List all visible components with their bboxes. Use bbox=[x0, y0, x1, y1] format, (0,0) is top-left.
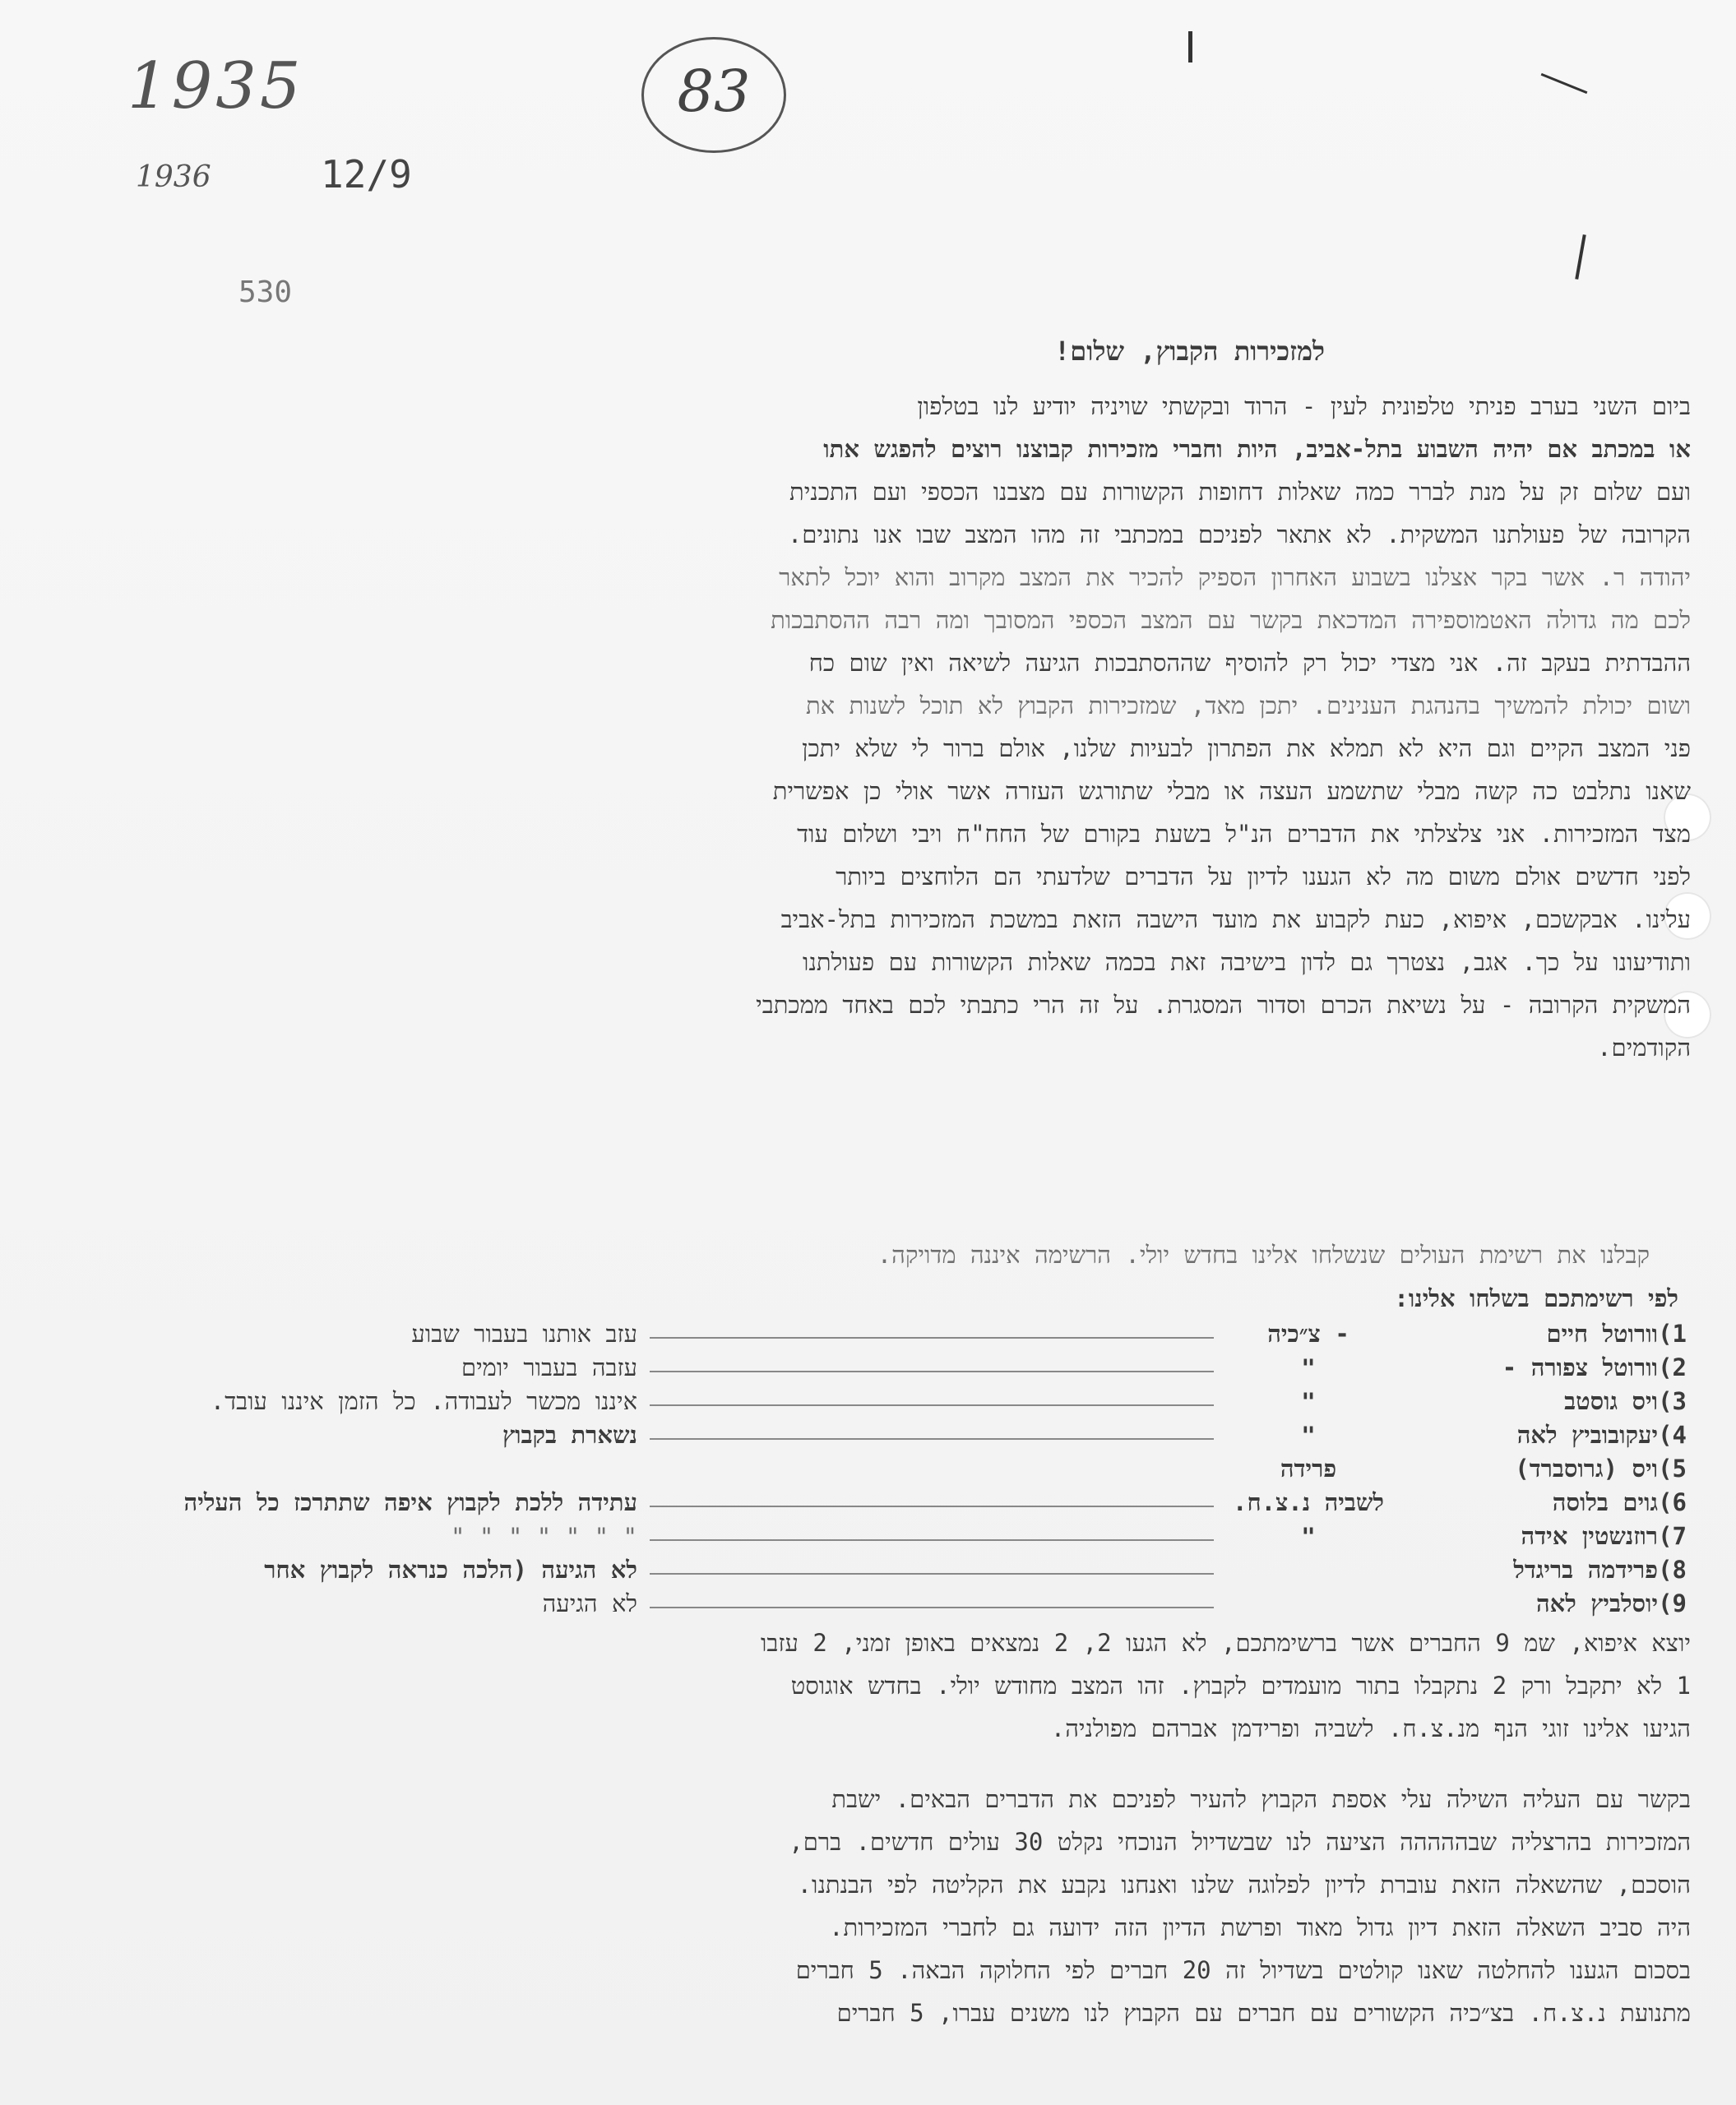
handwritten-year-small: 1936 bbox=[136, 160, 211, 194]
text-line: הוסכם, שהשאלה הזאת עוברת לדיון לפלוגה שלנו ואנחנו נקבע את הקליטה לפי הבנתנו. bbox=[797, 1871, 1691, 1899]
text-line: הגיעו אלינו זוגי הנף מנ.צ.ח. לשביה ופרידמן אברהם מפולניה. bbox=[1050, 1714, 1691, 1742]
pencil-mark bbox=[1575, 234, 1586, 280]
text-line: ושום יכולת להמשיך בהנהגת הענינים. יתכן מאד, שמזכירות הקבוץ לא תוכל לשנות את bbox=[805, 692, 1691, 719]
text-line: יוצא איפוא, שמ 9 החברים אשר ברשימתכם, לא הגעו 2, 2 נמצאים באופן זמני, 2 עזבו bbox=[760, 1629, 1691, 1657]
list-note: " " " " " " " bbox=[451, 1523, 637, 1551]
text-line: המשקית הקרובה - על נשיאת הכרם וסדור המסגרת. על זה הרי כתבתי לכם באחד ממכתבי bbox=[756, 991, 1691, 1019]
list-rows bbox=[45, 1320, 1687, 1618]
leader-line bbox=[650, 1370, 1214, 1372]
leader-line bbox=[650, 1505, 1214, 1507]
leader-line bbox=[650, 1572, 1214, 1575]
letter-paragraph-3 bbox=[49, 1622, 1691, 1750]
list-name: 2)וורוטל צפורה - bbox=[1502, 1353, 1687, 1381]
pencil-mark bbox=[1541, 73, 1588, 94]
text-line: קבלנו את רשימת העולים שנשלחו אלינו בחדש יולי. הרשימה איננה מדויקה. bbox=[877, 1241, 1650, 1269]
list-name: 1)וורוטל חיים bbox=[1546, 1320, 1687, 1348]
circled-number-text: 83 bbox=[677, 58, 751, 125]
leader-line bbox=[650, 1538, 1214, 1541]
list-origin: " bbox=[1301, 1523, 1316, 1551]
text-line: עלינו. אבקשכם, איפוא, כעת לקבוע את מועד הישבה הזאת במשכת המזכירות בתל-אביב bbox=[780, 905, 1691, 933]
text-line: לכם מה גדולה האטמוספירה המדכאת בקשר עם המצב הכספי המסובך ומה רבה ההסתבכות bbox=[771, 606, 1691, 634]
list-note: עזבה בעבור יומים bbox=[461, 1353, 637, 1381]
list-name: 8)פרידמה בריגדל bbox=[1513, 1556, 1687, 1584]
list-name: 7)רוזנשטין אידה bbox=[1521, 1522, 1687, 1550]
list-note: עזב אותנו בעבור שבוע bbox=[411, 1320, 637, 1348]
list-name: 3)ויס גוסטב bbox=[1564, 1387, 1687, 1415]
letter-paragraph-2 bbox=[49, 1233, 1650, 1276]
list-name: 5)ויס (גרוסברד) bbox=[1515, 1455, 1687, 1483]
text-line: הקרובה של פעולתנו המשקית. לא אתאר לפניכם במכתבי זה מהו המצב שבו אנו נתונים. bbox=[787, 520, 1691, 548]
list-origin: - צ״כיה bbox=[1267, 1320, 1349, 1348]
list-origin: " bbox=[1301, 1354, 1316, 1382]
list-note: איננו מכשר לעבודה. כל הזמן איננו עובד. bbox=[210, 1387, 637, 1415]
leader-line bbox=[650, 1437, 1214, 1440]
list-name: 6)גוים בלוסה bbox=[1552, 1488, 1687, 1516]
text-line: לפני חדשים אולם משום מה לא הגענו לדיון על הדברים שלדעתי הם הלוחצים ביותר bbox=[836, 863, 1691, 891]
circled-page-number bbox=[641, 37, 786, 153]
leader-line bbox=[650, 1606, 1214, 1608]
text-line: המזכירות בהרצליה שבההההה הציעה לנו שבשדיול הנוכחי נקלט 30 עולים חדשים. ברם, bbox=[789, 1828, 1691, 1856]
letter-greeting: למזכירות הקבוץ, שלום! bbox=[1054, 335, 1325, 367]
text-line: בסכום הגענו להחלטה שאנו קולטים בשדיול זה 20 חברים לפי החלוקה הבאה. 5 חברים bbox=[795, 1956, 1691, 1984]
list-origin: פרידה bbox=[1280, 1455, 1337, 1483]
list-origin: " bbox=[1301, 1388, 1316, 1416]
text-line: ההבדתית בעקב זה. אני מצדי יכול רק להוסיף שההסתבכות הגיעה לשיאה ואין שום כח bbox=[808, 649, 1691, 677]
immigrant-list bbox=[45, 1284, 1687, 1618]
text-line: יהודה ר. אשר בקר אצלנו בשבוע האחרון הספיק להכיר את המצב מקרוב והוא יוכל לתאר bbox=[779, 563, 1691, 591]
text-line: הקודמים. bbox=[1597, 1034, 1691, 1062]
letter-paragraph-4 bbox=[49, 1778, 1691, 2034]
text-line: פני המצב הקיים וגם היא לא תמלא את הפתרון לבעיות שלנו, אולם ברור לי שלא יתכן bbox=[802, 734, 1691, 762]
handwritten-year: 1935 bbox=[127, 49, 304, 123]
document-number: 530 bbox=[238, 275, 293, 309]
list-origin: לשביה נ.צ.ח. bbox=[1233, 1488, 1384, 1516]
letter-paragraph-1 bbox=[49, 385, 1691, 1069]
text-line: מצד המזכירות. אני צלצלתי את הדברים הנ"ל בשעת בקורם של החח"ח ויבי ושלום עוד bbox=[797, 820, 1691, 848]
list-origin: " bbox=[1301, 1422, 1316, 1450]
text-line: ועם שלום זק על מנת לברר כמה שאלות דחופות הקשורות עם מצבנו הכספי ועם התכנית bbox=[789, 478, 1691, 506]
document-date: 12/9 bbox=[321, 152, 412, 197]
list-name: 4)יעקובוביץ לאה bbox=[1516, 1421, 1687, 1449]
text-line: היה סביב השאלה הזאת דיון גדול מאוד ופרשת הדיון הזה ידועה גם לחברי המזכירות. bbox=[829, 1913, 1691, 1941]
list-note: עתידה ללכת לקבוץ איפה שתתרכז כל העליה bbox=[183, 1488, 637, 1516]
text-line: או במכתב אם יהיה השבוע בתל-אביב, היות וחברי מזכירות קבוצנו רוצים להפגש אתו bbox=[823, 435, 1691, 463]
leader-line bbox=[650, 1404, 1214, 1406]
list-name: 9)יוסלביץ לאה bbox=[1535, 1589, 1687, 1617]
text-line: מתנועת נ.צ.ח. בצ״כיה הקשורים עם חברים עם הקבוץ לנו משנים עברו, 5 חברים bbox=[836, 1999, 1691, 2027]
list-note: לא הגיעה (הלכה כנראה לקבוץ אחר bbox=[264, 1556, 637, 1584]
text-line: שאנו נתלבט כה קשה מבלי שתשמע העצה או מבלי שתורגש העזרה אשר אולי כן אפשרית bbox=[772, 777, 1691, 805]
leader-line bbox=[650, 1336, 1214, 1339]
pencil-mark bbox=[1188, 31, 1192, 62]
text-line: ותודיעונו על כך. אגב, נצטרך גם לדון בישיבה זאת בכמה שאלות הקשורות עם פעולתנו bbox=[803, 948, 1691, 976]
list-header: לפי רשימתכם בשלחו אלינו: bbox=[1394, 1284, 1678, 1312]
text-line: 1 לא יתקבל ורק 2 נתקבלו בתור מועמדים לקבוץ. זהו המצב מחודש יולי. בחדש אוגוסט bbox=[790, 1672, 1691, 1700]
list-note: לא הגיעה bbox=[542, 1589, 637, 1617]
list-note: נשארת בקבוץ bbox=[502, 1421, 637, 1449]
leader-line bbox=[650, 1473, 1214, 1474]
text-line: בקשר עם העליה השילה עלי אספת הקבוץ להעיר לפניכם את הדברים הבאים. ישבת bbox=[831, 1785, 1691, 1813]
text-line: ביום השני בערב פניתי טלפונית לעין - הרוד ובקשתי שויניה יודיע לנו בטלפון bbox=[917, 392, 1691, 420]
